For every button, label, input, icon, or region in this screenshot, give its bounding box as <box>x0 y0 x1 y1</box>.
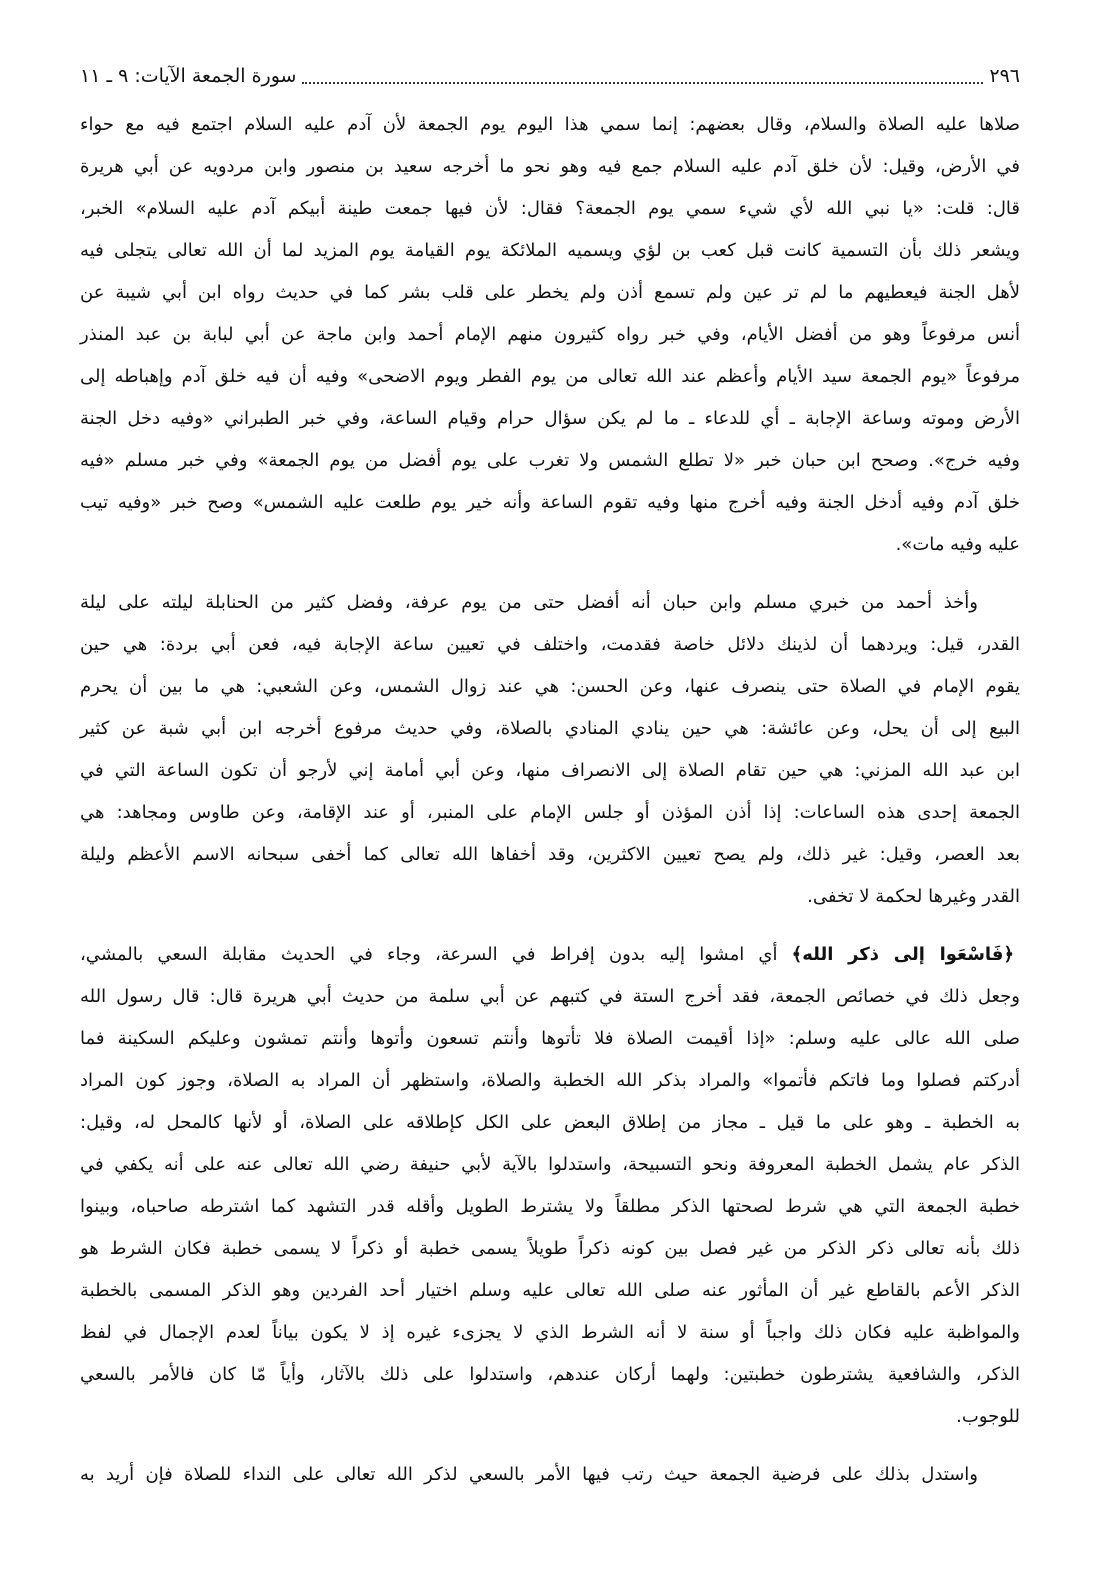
text-line: وفيه خرج». وصحح ابن حبان خبر «لا تطلع الشمس ولا تغرب على يوم أفضل من يوم الجمعة» وفي خبر مسلم «فيه <box>80 450 1020 471</box>
text-line: ذلك بأنه تعالى ذكر الذكر من غير فصل بين كونه ذكراً طويلاً يسمى خطبة أو ذكراً لا يسمى خطبة فكان الشرط هو <box>80 1238 1020 1259</box>
text-line: قال: قلت: «يا نبي الله لأي شيء سمي يوم الجمعة؟ فقال: لأن فيها جمعت طينة أبيكم آدم عليه السلام» الخبر، <box>80 198 1020 219</box>
text-line: القدر وغيرها لحكمة لا تخفى. <box>807 886 1020 907</box>
quran-verse-phrase: ﴿فَاسْعَوا إلى ذكر الله﴾ <box>791 944 1014 965</box>
text-line: للوجوب. <box>956 1406 1020 1427</box>
text-line: أنس مرفوعاً وهو من أفضل الأيام، وفي خبر رواه كثيرون منهم الإمام أحمد وابن ماجة عن أبي لبابة بن عبد المنذر <box>80 324 1020 345</box>
text-line: في الأرض، وقيل: لأن خلق آدم عليه السلام جمع فيه وهو نحو ما أخرجه سعيد بن منصور وابن مردويه عن أبي هريرة <box>80 156 1020 177</box>
text-line <box>80 934 1020 976</box>
text-line: ابن عبد الله المزني: هي حين تقام الصلاة إلى الانصراف منها، وعن أبي أمامة إني لأرجو أن تكون الساعة التي في <box>80 760 1020 781</box>
text-line: القدر، قيل: ويردهما أن لذينك دلائل خاصة فقدمت، واختلف في تعيين ساعة الإجابة فيه، فعن أبي بردة: هي حين <box>80 634 1020 655</box>
text-line: الجمعة إحدى هذه الساعات: إذا أذن المؤذن أو جلس الإمام على المنبر، أو عند الإقامة، وعن طاوس ومجاهد: هي <box>80 802 1020 823</box>
text-line: الأرض وموته وساعة الإجابة ـ أي للدعاء ـ ما لم يكن سؤال حرام وقيام الساعة، وفي خبر الطبراني «وفيه دخل الجنة <box>80 408 1020 429</box>
text-line: عليه وفيه مات». <box>895 534 1020 555</box>
paragraph <box>80 934 1020 1438</box>
text-line: صلى الله عالى عليه وسلم: «إذا أقيمت الصلاة فلا تأتوها وأنتم تسعون وأتوها وأنتم تمشون وعليكم السكينة فما <box>80 1028 1020 1049</box>
text-line: وجعل ذلك في خصائص الجمعة، فقد أخرج الستة في كتبهم عن أبي سلمة من حديث أبي هريرة قال: قال رسول الله <box>80 986 1020 1007</box>
text-line: الذكر، والشافعية يشترطون خطبتين: ولهما أركان عندهم، واستدلوا على ذلك بالآثار، وأياً مّا كان فالأمر بالسعي <box>80 1364 1020 1385</box>
text-line: به الخطبة ـ وهو على ما قيل ـ مجاز من إطلاق البعض على الكل كإطلاقه على الصلاة، أو لأنها كالمحل له، وقيل: <box>80 1112 1020 1133</box>
text-line: مرفوعاً «يوم الجمعة سيد الأيام وأعظم عند الله تعالى من يوم الفطر ويوم الاضحى» وفيه أن فيه خلق آدم وإهباطه إلى <box>80 366 1020 387</box>
line-text: أي امشوا إليه بدون إفراط في السرعة، وجاء في الحديث مقابلة السعي بالمشي، <box>80 944 792 965</box>
text-line: البيع إلى أن يحل، وعن عائشة: هي حين ينادي المنادي بالصلاة، وفي حديث مرفوع أخرجه ابن أبي شبة عن كثير <box>80 718 1020 739</box>
text-line: وأخذ أحمد من خبري مسلم وابن حبان أنه أفضل حتى من يوم عرفة، وفضل كثير من الحنابلة ليلته على ليلة <box>80 592 978 613</box>
paragraph <box>80 582 1020 918</box>
paragraph <box>80 1454 1020 1496</box>
text-line: لأهل الجنة فيعطيهم ما لم تر عين ولم تسمع أذن ولم يخطر على قلب بشر كما في حديث رواه ابن أبي شيبة عن <box>80 282 1020 303</box>
text-line: والمواظبة عليه فكان ذلك واجباً أو سنة لا أنه الشرط الذي لا يجزىء غيره إذ لا يكون بياناً لعدم الإجمال في لفظ <box>80 1322 1020 1343</box>
dotted-leader <box>302 68 983 84</box>
text-line: بعد العصر، وقيل: غير ذلك، ولم يصح تعيين الاكثرين، وقد أخفاها الله تعالى كما أخفى سبحانه الاسم الأعظم وليلة <box>80 844 1020 865</box>
text-line: خطبة الجمعة التي هي شرط لصحتها الذكر مطلقاً ولا يشترط الطويل وأقله قدر التشهد كما اشترطه صاحباه، وبينوا <box>80 1196 1020 1217</box>
running-header <box>80 62 1020 90</box>
text-line: صلاها عليه الصلاة والسلام، وقال بعضهم: إنما سمي هذا اليوم يوم الجمعة لأن آدم عليه السلام اجتمع فيه مع حواء <box>80 114 1020 135</box>
page-body <box>80 104 1020 1512</box>
running-title: سورة الجمعة الآيات: ٩ ـ ١١ <box>80 65 297 87</box>
text-line: أدركتم فصلوا وما فاتكم فأتموا» والمراد بذكر الله الخطبة والصلاة، واستظهر أن المراد به الصلاة، وجوز كون المراد <box>80 1070 1020 1091</box>
text-line: ويشعر ذلك بأن التسمية كانت قبل كعب بن لؤي ويسميه الملائكة يوم القيامة يوم المزيد لما أن الله تعالى يتجلى فيه <box>80 240 1020 261</box>
paragraph <box>80 104 1020 566</box>
text-line: الذكر عام يشمل الخطبة المعروفة ونحو التسبيحة، واستدلوا بالآية لأبي حنيفة رضي الله تعالى عنه على أنه يكفي في <box>80 1154 1020 1175</box>
text-line: يقوم الإمام في الصلاة حتى ينصرف عنها، وعن الحسن: هي عند زوال الشمس، وعن الشعبي: هي ما بين أن يحرم <box>80 676 1020 697</box>
text-line: خلق آدم وفيه أدخل الجنة وفيه أخرج منها وفيه تقوم الساعة وأنه خير يوم طلعت عليه الشمس» وصح خبر «وفيه تيب <box>80 492 1020 513</box>
text-line: واستدل بذلك على فرضية الجمعة حيث رتب فيها الأمر بالسعي لذكر الله تعالى على النداء للصلاة فإن أريد به <box>80 1464 978 1485</box>
text-line: الذكر الأعم بالقاطع غير أن المأثور عنه صلى الله تعالى عليه وسلم اختيار أحد الفردين وهو الذكر المسمى بالخطبة <box>80 1280 1020 1301</box>
page-number: ٢٩٦ <box>989 65 1020 87</box>
